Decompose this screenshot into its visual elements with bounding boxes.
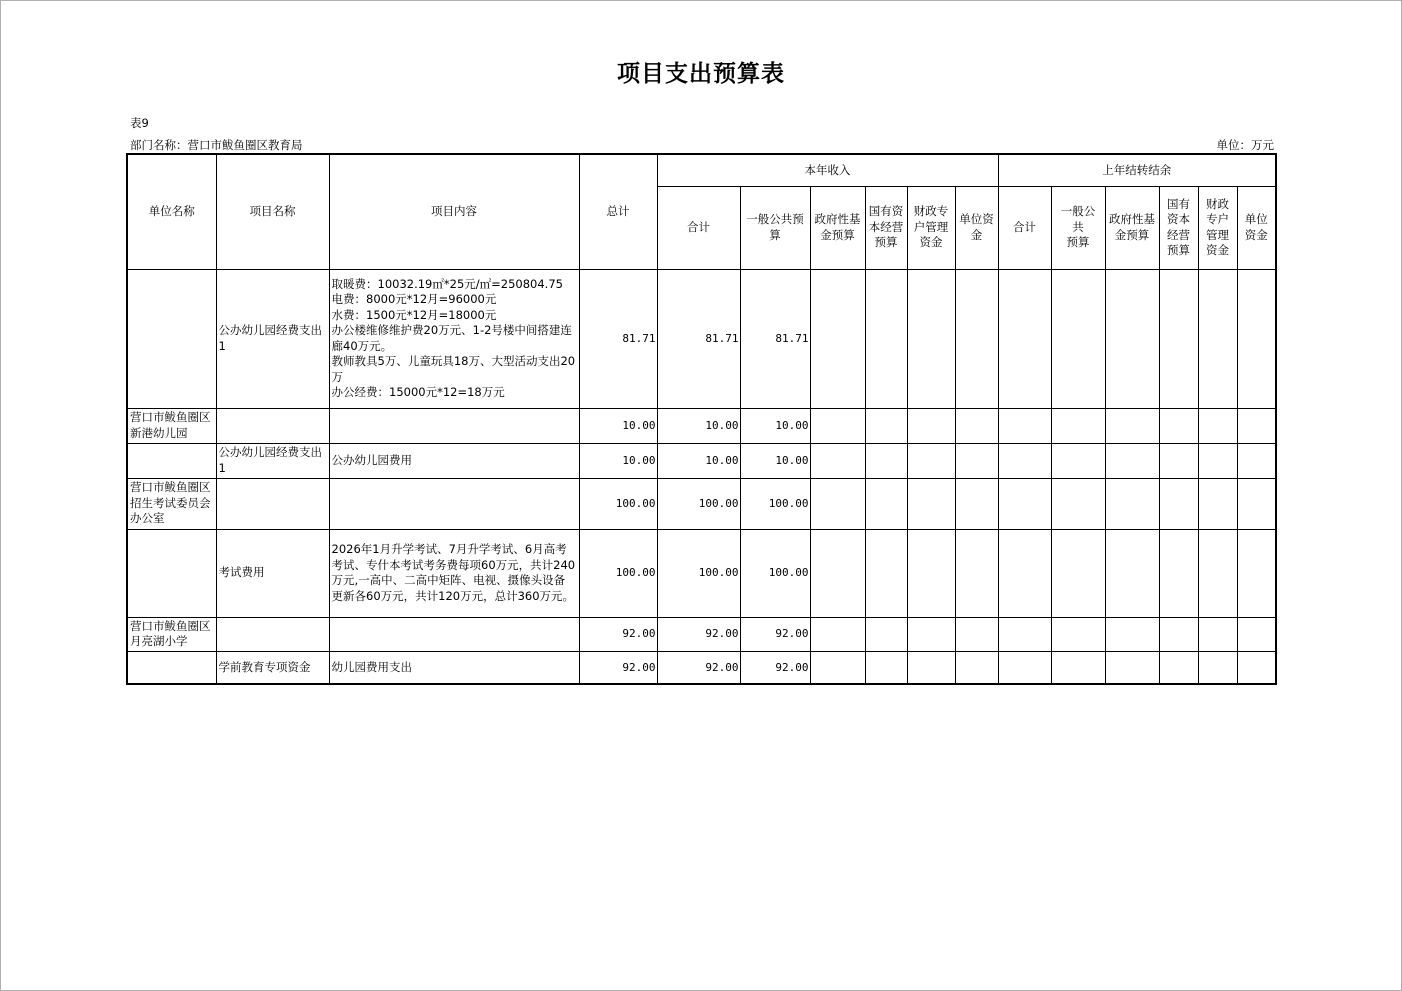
table-row bbox=[127, 443, 1276, 478]
cell-unit bbox=[127, 269, 216, 408]
cell-project: 考试费用 bbox=[216, 529, 329, 617]
cell-empty bbox=[955, 478, 998, 529]
cell-empty bbox=[810, 408, 865, 443]
cell-empty bbox=[907, 529, 955, 617]
header-ly-unit-fund: 单位资金 bbox=[1237, 186, 1276, 269]
cell-empty bbox=[1198, 443, 1237, 478]
cell-empty bbox=[1159, 443, 1198, 478]
header-last-year-carryover: 上年结转结余 bbox=[998, 154, 1276, 186]
cell-unit bbox=[127, 529, 216, 617]
cell-total: 100.00 bbox=[579, 529, 657, 617]
cell-empty bbox=[1237, 269, 1276, 408]
cell-cy-general: 10.00 bbox=[740, 443, 810, 478]
cell-empty bbox=[998, 478, 1051, 529]
cell-empty bbox=[1198, 269, 1237, 408]
cell-empty bbox=[1159, 478, 1198, 529]
cell-empty bbox=[865, 269, 907, 408]
cell-empty bbox=[955, 408, 998, 443]
cell-empty bbox=[1237, 478, 1276, 529]
header-project-content: 项目内容 bbox=[329, 154, 579, 269]
cell-empty bbox=[810, 269, 865, 408]
header-ly-gov-fund: 政府性基金预算 bbox=[1105, 186, 1159, 269]
cell-content bbox=[329, 478, 579, 529]
cell-empty bbox=[955, 617, 998, 651]
cell-empty bbox=[955, 529, 998, 617]
table-number: 表9 bbox=[130, 116, 149, 130]
cell-content: 幼儿园费用支出 bbox=[329, 651, 579, 684]
header-ly-fiscal-special: 财政专户管理资金 bbox=[1198, 186, 1237, 269]
table-row bbox=[127, 269, 1276, 408]
cell-empty bbox=[1237, 408, 1276, 443]
project-expenditure-table bbox=[126, 153, 1277, 685]
cell-empty bbox=[1237, 529, 1276, 617]
cell-empty bbox=[1198, 651, 1237, 684]
cell-total: 81.71 bbox=[579, 269, 657, 408]
cell-empty bbox=[865, 651, 907, 684]
cell-empty bbox=[1051, 651, 1105, 684]
cell-content: 公办幼儿园费用 bbox=[329, 443, 579, 478]
header-cy-state-capital: 国有资本经营预算 bbox=[865, 186, 907, 269]
cell-empty bbox=[1051, 529, 1105, 617]
cell-project bbox=[216, 617, 329, 651]
header-cy-subtotal: 合计 bbox=[657, 186, 740, 269]
cell-content: 取暖费：10032.19㎡*25元/㎡=250804.75 电费：8000元*12月=96000元 水费：1500元*12月=18000元 办公楼维修维护费20万元、1-2号楼中间搭建连廊40万元。 教师教具5万、儿童玩具18万、大型活动支出20万 办公经费：15000元*12=18万元 bbox=[329, 269, 579, 408]
cell-content bbox=[329, 408, 579, 443]
cell-empty bbox=[810, 443, 865, 478]
cell-cy-general: 100.00 bbox=[740, 478, 810, 529]
cell-empty bbox=[1198, 529, 1237, 617]
cell-unit: 营口市鲅鱼圈区招生考试委员会办公室 bbox=[127, 478, 216, 529]
header-ly-subtotal: 合计 bbox=[998, 186, 1051, 269]
cell-cy-subtotal: 81.71 bbox=[657, 269, 740, 408]
cell-empty bbox=[1159, 408, 1198, 443]
cell-total: 10.00 bbox=[579, 408, 657, 443]
header-unit-name: 单位名称 bbox=[127, 154, 216, 269]
cell-total: 10.00 bbox=[579, 443, 657, 478]
cell-empty bbox=[865, 443, 907, 478]
cell-cy-general: 10.00 bbox=[740, 408, 810, 443]
cell-empty bbox=[907, 651, 955, 684]
cell-empty bbox=[865, 408, 907, 443]
cell-empty bbox=[810, 651, 865, 684]
unit-label: 单位：万元 bbox=[1216, 138, 1274, 152]
cell-empty bbox=[998, 443, 1051, 478]
cell-project: 学前教育专项资金 bbox=[216, 651, 329, 684]
cell-empty bbox=[1105, 408, 1159, 443]
cell-cy-general: 100.00 bbox=[740, 529, 810, 617]
cell-total: 92.00 bbox=[579, 617, 657, 651]
cell-empty bbox=[907, 408, 955, 443]
header-cy-gov-fund: 政府性基金预算 bbox=[810, 186, 865, 269]
cell-empty bbox=[907, 617, 955, 651]
cell-empty bbox=[1105, 651, 1159, 684]
table-row bbox=[127, 478, 1276, 529]
cell-content bbox=[329, 617, 579, 651]
cell-empty bbox=[865, 617, 907, 651]
table-row bbox=[127, 529, 1276, 617]
header-ly-general-budget: 一般公 共 预算 bbox=[1051, 186, 1105, 269]
cell-empty bbox=[1051, 269, 1105, 408]
cell-cy-subtotal: 10.00 bbox=[657, 408, 740, 443]
page-title: 项目支出预算表 bbox=[617, 60, 785, 87]
cell-empty bbox=[1051, 617, 1105, 651]
cell-empty bbox=[907, 443, 955, 478]
cell-empty bbox=[998, 408, 1051, 443]
cell-cy-subtotal: 92.00 bbox=[657, 651, 740, 684]
cell-project bbox=[216, 408, 329, 443]
cell-empty bbox=[1159, 651, 1198, 684]
table-row bbox=[127, 617, 1276, 651]
cell-content: 2026年1月升学考试、7月升学考试、6月高考考试、专什本考试考务费每项60万元，共计240万元,一高中、二高中矩阵、电视、摄像头设备更新各60万元，共计120万元，总计360万元。 bbox=[329, 529, 579, 617]
header-cy-fiscal-special: 财政专户管理资金 bbox=[907, 186, 955, 269]
cell-empty bbox=[1237, 443, 1276, 478]
header-project-name: 项目名称 bbox=[216, 154, 329, 269]
cell-cy-subtotal: 100.00 bbox=[657, 478, 740, 529]
department-name: 部门名称：营口市鲅鱼圈区教育局 bbox=[130, 138, 303, 152]
cell-empty bbox=[1051, 443, 1105, 478]
cell-unit: 营口市鲅鱼圈区新港幼儿园 bbox=[127, 408, 216, 443]
header-ly-state-capital: 国有资本经营预算 bbox=[1159, 186, 1198, 269]
cell-empty bbox=[998, 529, 1051, 617]
cell-empty bbox=[955, 651, 998, 684]
cell-cy-general: 92.00 bbox=[740, 651, 810, 684]
cell-empty bbox=[1159, 529, 1198, 617]
cell-total: 92.00 bbox=[579, 651, 657, 684]
cell-cy-subtotal: 100.00 bbox=[657, 529, 740, 617]
cell-unit bbox=[127, 651, 216, 684]
cell-empty bbox=[865, 478, 907, 529]
cell-empty bbox=[998, 617, 1051, 651]
cell-empty bbox=[998, 651, 1051, 684]
header-cy-unit-fund: 单位资金 bbox=[955, 186, 998, 269]
cell-empty bbox=[1105, 478, 1159, 529]
cell-empty bbox=[810, 478, 865, 529]
cell-empty bbox=[1105, 443, 1159, 478]
cell-cy-general: 92.00 bbox=[740, 617, 810, 651]
cell-empty bbox=[1237, 617, 1276, 651]
header-current-year-income: 本年收入 bbox=[657, 154, 998, 186]
cell-empty bbox=[1198, 617, 1237, 651]
cell-unit: 营口市鲅鱼圈区月亮湖小学 bbox=[127, 617, 216, 651]
cell-empty bbox=[1105, 529, 1159, 617]
cell-cy-subtotal: 92.00 bbox=[657, 617, 740, 651]
cell-total: 100.00 bbox=[579, 478, 657, 529]
cell-empty bbox=[955, 443, 998, 478]
cell-empty bbox=[1105, 617, 1159, 651]
cell-project: 公办幼儿园经费支出1 bbox=[216, 269, 329, 408]
cell-empty bbox=[1198, 478, 1237, 529]
cell-cy-subtotal: 10.00 bbox=[657, 443, 740, 478]
cell-empty bbox=[907, 269, 955, 408]
cell-unit bbox=[127, 443, 216, 478]
table-row bbox=[127, 408, 1276, 443]
cell-empty bbox=[907, 478, 955, 529]
cell-empty bbox=[1051, 408, 1105, 443]
cell-empty bbox=[810, 529, 865, 617]
header-cy-general-budget: 一般公共预算 bbox=[740, 186, 810, 269]
cell-empty bbox=[810, 617, 865, 651]
cell-empty bbox=[1159, 269, 1198, 408]
cell-project bbox=[216, 478, 329, 529]
cell-empty bbox=[1159, 617, 1198, 651]
cell-empty bbox=[865, 529, 907, 617]
table-row bbox=[127, 651, 1276, 684]
cell-empty bbox=[1105, 269, 1159, 408]
cell-empty bbox=[1198, 408, 1237, 443]
cell-cy-general: 81.71 bbox=[740, 269, 810, 408]
header-total: 总计 bbox=[579, 154, 657, 269]
cell-empty bbox=[955, 269, 998, 408]
cell-empty bbox=[1237, 651, 1276, 684]
cell-project: 公办幼儿园经费支出1 bbox=[216, 443, 329, 478]
cell-empty bbox=[1051, 478, 1105, 529]
cell-empty bbox=[998, 269, 1051, 408]
